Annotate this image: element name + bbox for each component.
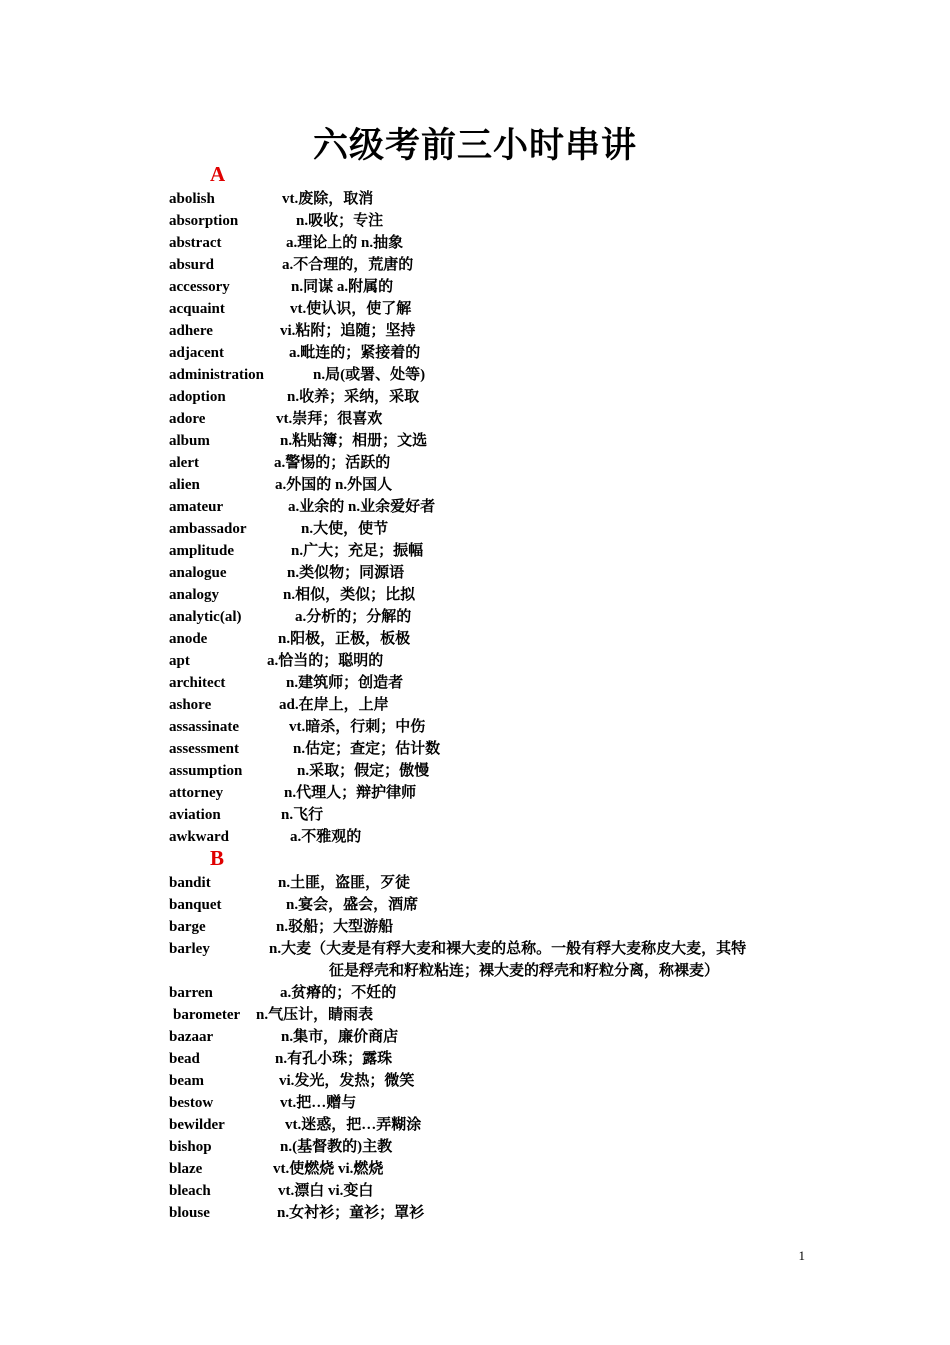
entry-word: ashore <box>169 697 212 713</box>
entry-definition <box>269 938 809 982</box>
vocab-entry <box>169 584 819 606</box>
vocab-entry <box>169 1158 819 1180</box>
entry-definition: n.代理人；辩护律师 <box>284 785 417 801</box>
entry-word: bleach <box>169 1183 211 1199</box>
entry-definition: n.吸收；专注 <box>296 213 384 229</box>
entry-word: blouse <box>169 1205 210 1221</box>
vocab-entry <box>169 1136 819 1158</box>
entry-definition: n.粘贴簿；相册；文选 <box>280 433 428 449</box>
vocab-entry <box>169 320 819 342</box>
entry-word: analytic(al) <box>169 609 242 625</box>
vocab-entry <box>169 540 819 562</box>
entry-definition: vi.粘附；追随；坚持 <box>280 323 416 339</box>
entry-definition: vt.迷惑，把…弄糊涂 <box>285 1117 422 1133</box>
vocab-entry <box>169 716 819 738</box>
entry-definition: a.外国的 n.外国人 <box>275 477 393 493</box>
entry-word: bazaar <box>169 1029 214 1045</box>
entry-definition: ad.在岸上，上岸 <box>279 697 389 713</box>
entry-definition: n.(基督教的)主教 <box>280 1139 393 1155</box>
vocab-entry <box>169 1180 819 1202</box>
entry-word: assassinate <box>169 719 240 735</box>
section-letter-a: A <box>210 162 226 186</box>
entry-word: adore <box>169 411 206 427</box>
entry-definition: a.业余的 n.业余爱好者 <box>288 499 436 515</box>
entry-word: bishop <box>169 1139 212 1155</box>
entry-word: attorney <box>169 785 224 801</box>
entry-word: barometer <box>173 1007 241 1023</box>
entry-definition: a.贫瘠的；不妊的 <box>280 985 397 1001</box>
vocab-entry <box>169 496 819 518</box>
vocab-entry <box>169 254 819 276</box>
entry-word: analogue <box>169 565 227 581</box>
entry-definition: n.女衬衫；童衫；罩衫 <box>277 1205 425 1221</box>
vocab-entry <box>169 872 819 894</box>
entry-definition: vt.漂白 vi.变白 <box>278 1183 374 1199</box>
entry-definition-continued: 征是稃壳和籽粒粘连；裸大麦的稃壳和籽粒分离，称裸麦） <box>329 963 720 979</box>
entry-word: amplitude <box>169 543 235 559</box>
vocab-entry <box>169 518 819 540</box>
entry-word: absorption <box>169 213 239 229</box>
vocab-entry <box>169 628 819 650</box>
entry-word: architect <box>169 675 226 691</box>
entry-word: bead <box>169 1051 200 1067</box>
entry-word: analogy <box>169 587 220 603</box>
vocab-entry <box>169 1048 819 1070</box>
vocab-entry <box>169 826 819 848</box>
entry-word: aviation <box>169 807 221 823</box>
vocab-entry <box>169 738 819 760</box>
entry-definition: n.大使，使节 <box>301 521 389 537</box>
entry-word: awkward <box>169 829 230 845</box>
page-number: 1 <box>798 1248 805 1263</box>
vocab-entry <box>169 1092 819 1114</box>
vocab-entry <box>169 474 819 496</box>
entry-word: ambassador <box>169 521 247 537</box>
vocab-entry <box>169 650 819 672</box>
vocab-entry <box>169 210 819 232</box>
entry-definition: vi.发光，发热；微笑 <box>279 1073 415 1089</box>
entry-word: album <box>169 433 210 449</box>
entry-word: accessory <box>169 279 230 295</box>
vocab-entry <box>169 1026 819 1048</box>
entry-definition: n.阳极，正极，板极 <box>278 631 411 647</box>
entry-definition: vt.暗杀，行刺；中伤 <box>289 719 426 735</box>
entry-definition: n.类似物；同源语 <box>287 565 405 581</box>
entry-word: banquet <box>169 897 222 913</box>
entry-definition: a.毗连的；紧接着的 <box>289 345 421 361</box>
entry-definition: vt.把…赠与 <box>280 1095 357 1111</box>
vocab-entry <box>169 760 819 782</box>
entry-definition: a.理论上的 n.抽象 <box>286 235 404 251</box>
vocab-entry <box>169 562 819 584</box>
entry-definition: vt.使燃烧 vi.燃烧 <box>273 1161 384 1177</box>
vocab-entry <box>169 430 819 452</box>
entry-definition: a.恰当的；聪明的 <box>267 653 384 669</box>
entry-definition: a.分析的；分解的 <box>295 609 412 625</box>
entry-word: assumption <box>169 763 243 779</box>
entry-definition: n.同谋 a.附属的 <box>291 279 394 295</box>
entry-definition: n.气压计，睛雨表 <box>256 1007 374 1023</box>
vocab-entry <box>169 804 819 826</box>
entry-word: barge <box>169 919 206 935</box>
vocab-entry <box>169 694 819 716</box>
vocab-entry <box>169 1070 819 1092</box>
entry-word: administration <box>169 367 265 383</box>
entry-list-a <box>169 188 819 848</box>
vocab-entry <box>169 452 819 474</box>
entry-definition: vt.崇拜；很喜欢 <box>276 411 383 427</box>
vocab-entry <box>169 1202 819 1224</box>
vocab-entry <box>169 298 819 320</box>
vocab-entry <box>169 364 819 386</box>
vocab-entry <box>169 1004 819 1026</box>
entry-word: assessment <box>169 741 239 757</box>
entry-definition: n.相似，类似；比拟 <box>283 587 416 603</box>
entry-definition: n.局(或署、处等) <box>313 367 426 383</box>
entry-definition: n.建筑师；创造者 <box>286 675 404 691</box>
entry-word: absurd <box>169 257 215 273</box>
entry-definition: n.采取；假定；傲慢 <box>297 763 430 779</box>
entry-word: alien <box>169 477 200 493</box>
entry-word: amateur <box>169 499 224 515</box>
entry-definition: n.估定；查定；估计数 <box>293 741 441 757</box>
entry-word: acquaint <box>169 301 225 317</box>
vocab-entry <box>169 276 819 298</box>
entry-word: blaze <box>169 1161 203 1177</box>
entry-word: adjacent <box>169 345 224 361</box>
vocab-entry <box>169 408 819 430</box>
entry-word: barley <box>169 941 210 957</box>
entry-word: abolish <box>169 191 215 207</box>
entry-definition: n.驳船；大型游船 <box>276 919 394 935</box>
entry-word: anode <box>169 631 208 647</box>
vocab-entry <box>169 672 819 694</box>
vocab-entry <box>169 938 819 982</box>
entry-word: adhere <box>169 323 213 339</box>
entry-definition: n.飞行 <box>281 807 324 823</box>
entry-definition: n.宴会，盛会，酒席 <box>286 897 419 913</box>
entry-word: barren <box>169 985 213 1001</box>
vocab-entry <box>169 386 819 408</box>
vocab-entry <box>169 606 819 628</box>
entry-definition-line: n.大麦（大麦是有稃大麦和裸大麦的总称。一般有稃大麦称皮大麦，其特 <box>269 941 747 957</box>
entry-word: apt <box>169 653 190 669</box>
entry-word: abstract <box>169 235 222 251</box>
vocab-entry <box>169 982 819 1004</box>
page-title: 六级考前三小时串讲 <box>312 125 637 166</box>
entry-word: bestow <box>169 1095 214 1111</box>
entry-word: adoption <box>169 389 226 405</box>
entry-definition: vt.使认识，使了解 <box>290 301 412 317</box>
entry-definition: a.不雅观的 <box>290 829 362 845</box>
entry-definition: n.土匪，盗匪，歹徒 <box>278 875 411 891</box>
vocab-entry <box>169 342 819 364</box>
vocab-entry <box>169 188 819 210</box>
entry-list-b <box>169 872 819 1224</box>
entry-definition: n.集市，廉价商店 <box>281 1029 399 1045</box>
entry-definition: n.收养；采纳，采取 <box>287 389 420 405</box>
entry-definition: a.警惕的；活跃的 <box>274 455 391 471</box>
entry-definition: n.广大；充足；振幅 <box>291 543 424 559</box>
vocab-entry <box>169 1114 819 1136</box>
vocab-entry <box>169 916 819 938</box>
vocab-entry <box>169 894 819 916</box>
entry-definition: n.有孔小珠；露珠 <box>275 1051 393 1067</box>
section-letter-b: B <box>210 846 225 870</box>
entry-definition: vt.废除，取消 <box>282 191 374 207</box>
vocab-entry <box>169 782 819 804</box>
vocab-entry <box>169 232 819 254</box>
entry-word: bewilder <box>169 1117 225 1133</box>
entry-word: alert <box>169 455 199 471</box>
entry-word: bandit <box>169 875 211 891</box>
entry-word: beam <box>169 1073 204 1089</box>
entry-definition: a.不合理的，荒唐的 <box>282 257 414 273</box>
